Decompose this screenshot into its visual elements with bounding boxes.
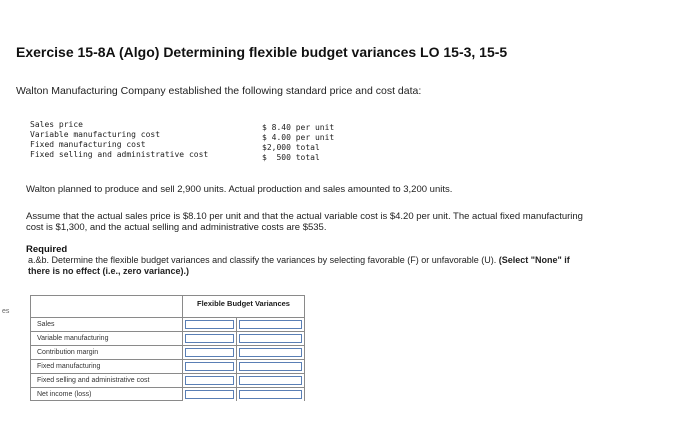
row-label-contribution-margin: Contribution margin (30, 346, 182, 359)
sales-variance-input[interactable] (182, 318, 237, 331)
std-label-fixed-sa: Fixed selling and administrative cost (30, 150, 209, 159)
required-heading: Required (26, 244, 68, 255)
std-value-fixed-sa: $ 500 total (262, 153, 320, 162)
std-label-sales-price: Sales price (30, 120, 83, 129)
table-row (30, 345, 305, 359)
fixed-mfg-variance-input[interactable] (182, 360, 237, 373)
standard-cost-data (16, 112, 356, 174)
page-title: Exercise 15-8A (Algo) Determining flexible budget variances LO 15-3, 15-5 (16, 44, 508, 60)
contribution-margin-variance-input[interactable] (182, 346, 237, 359)
variable-mfg-variance-input[interactable] (182, 332, 237, 345)
sales-fu-select[interactable] (237, 318, 305, 331)
table-row (30, 359, 305, 373)
required-bold1: (Select "None" if (498, 255, 570, 265)
net-income-variance-input[interactable] (182, 388, 237, 401)
fixed-mfg-fu-select[interactable] (237, 360, 305, 373)
fixed-sa-fu-select[interactable] (237, 374, 305, 387)
std-label-variable-cost: Variable manufacturing cost (30, 130, 161, 139)
std-label-fixed-mfg: Fixed manufacturing cost (30, 140, 146, 149)
table-header-variances: Flexible Budget Variances (182, 295, 305, 317)
table-row (30, 373, 305, 387)
table-row (30, 331, 305, 345)
row-label-variable-mfg: Variable manufacturing (30, 332, 182, 345)
variable-mfg-fu-select[interactable] (237, 332, 305, 345)
required-bold2: there is no effect (i.e., zero variance).) (28, 266, 190, 276)
std-value-variable-cost: $ 4.00 per unit (262, 133, 335, 142)
row-label-net-income: Net income (loss) (30, 388, 182, 401)
table-row (30, 317, 305, 331)
row-label-sales: Sales (30, 318, 182, 331)
table-row (30, 387, 305, 401)
std-value-fixed-mfg: $2,000 total (262, 143, 320, 152)
paragraph-actual-line1: Assume that the actual sales price is $8.10 per unit and that the actual variable cost is $4.20 per unit. The actual fixed manufacturing (26, 211, 583, 222)
paragraph-planned: Walton planned to produce and sell 2,900 units. Actual production and sales amounted to 3,200 units. (26, 184, 453, 195)
paragraph-actual-line2: cost is $1,300, and the actual selling and administrative costs are $535. (26, 222, 327, 233)
intro-text: Walton Manufacturing Company established the following standard price and cost data: (16, 85, 422, 97)
row-label-fixed-mfg: Fixed manufacturing (30, 360, 182, 373)
std-value-sales-price: $ 8.40 per unit (262, 123, 335, 132)
net-income-fu-select[interactable] (237, 388, 305, 401)
edge-label: es (2, 308, 10, 315)
contribution-margin-fu-select[interactable] (237, 346, 305, 359)
row-label-fixed-sa: Fixed selling and administrative cost (30, 374, 182, 387)
table-header-blank (30, 295, 182, 317)
fixed-sa-variance-input[interactable] (182, 374, 237, 387)
required-instructions (28, 255, 688, 277)
required-line1: a.&b. Determine the flexible budget variances and classify the variances by selecting favorable (F) or unfavorable (U). (28, 255, 497, 265)
